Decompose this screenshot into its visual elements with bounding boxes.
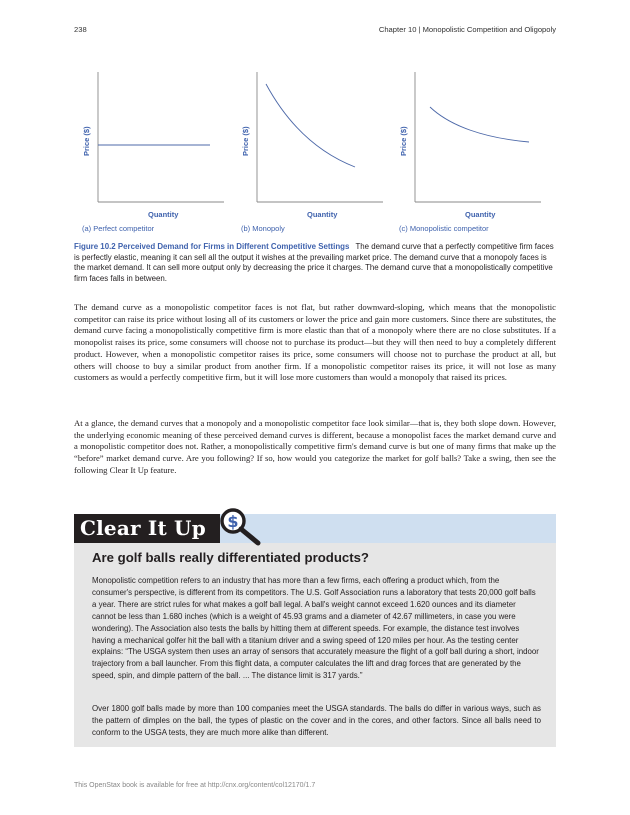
panel-monopolistic-competitor xyxy=(399,72,541,233)
panel-perfect-competitor xyxy=(82,72,224,233)
feature-paragraph: Monopolistic competition refers to an industry that has more than a few firms, each offering a product which, from the consumer's perspective, is different from its competitors. The U.S. Golf Association runs a laboratory that tests 20,000 golf balls a year. There are strict rules for what makes a golf ball legal. A ball's weight cannot exceed 1.620 ounces and its diameter cannot be less than 1.680 inches (which is a weight of 45.93 grams and a diameter of 42.67 millimeters, in case you were wondering). The Association also tests the balls by hitting them at different speeds. For example, the distance test involves having a mechanical golfer hit the ball with a titanium driver and a swing speed of 120 miles per hour. As the testing center explains: “The USGA system then uses an array of sensors that accurately measure the flight of a golf ball during a short, indoor trajectory from a ball launcher. From this flight data, a computer calculates the lift and drag forces that are generated by the speed, spin, and dimple pattern of the ball. ... The distance limit is 317 yards.” xyxy=(92,576,539,681)
panel-caption: (c) Monopolistic competitor xyxy=(399,224,489,233)
demand-curve-steep xyxy=(266,84,355,167)
svg-text:$: $ xyxy=(227,512,239,531)
panel-monopoly xyxy=(241,72,383,233)
feature-paragraph: Over 1800 golf balls made by more than 100 companies meet the USGA standards. The balls do differ in various ways, such as the pattern of dimples on the ball, the types of plastic on the cover and in the cores, and other factors. Since all balls need to conform to the USGA tests, they are much more alike than different. xyxy=(92,704,541,737)
chapter-title: Chapter 10 | Monopolistic Competition and Oligopoly xyxy=(378,25,556,34)
demand-curves-svg xyxy=(74,66,556,238)
x-axis-label: Quantity xyxy=(307,210,338,219)
figure-caption-text: The demand curve that a perfectly competitive firm faces is perfectly elastic, meaning it can sell all the output it wishes at the prevailing market price. The demand curve that a monopoly faces is the market demand. It can sell more output only by decreasing the price it charges. The demand curve that a monopolistically competitive firm faces falls in between. xyxy=(74,242,554,283)
y-axis-label: Price ($) xyxy=(399,126,408,156)
y-axis-label: Price ($) xyxy=(82,126,91,156)
demand-curve-flat xyxy=(430,107,529,142)
body-paragraph: At a glance, the demand curves that a monopoly and a monopolistic competitor face look similar—that is, they both slope down. However, the underlying economic meaning of these perceived demand curves is different, because a monopolist faces the market demand curve and a monopolistic competitor does not. Rather, a monopolistically competitive firm's demand curve is but one of many firms that make up the “before” market demand curve. Are you following? If so, how would you categorize the market for golf balls? Take a swing, then see the following Clear It Up feature. xyxy=(74,418,556,475)
figure-perceived-demand xyxy=(74,66,556,238)
panel-caption: (a) Perfect competitor xyxy=(82,224,155,233)
page-number: 238 xyxy=(74,25,87,34)
running-head xyxy=(74,25,556,37)
x-axis-label: Quantity xyxy=(148,210,179,219)
magnifier-dollar-icon xyxy=(218,506,262,546)
x-axis-label: Quantity xyxy=(465,210,496,219)
clear-it-up-feature xyxy=(74,514,556,747)
figure-caption-title: Figure 10.2 Perceived Demand for Firms in Different Competitive Settings xyxy=(74,242,350,251)
feature-label: Clear It Up xyxy=(74,514,220,543)
panel-caption: (b) Monopoly xyxy=(241,224,285,233)
body-paragraph: The demand curve as a monopolistic competitor faces is not flat, but rather downward-sloping, which means that the monopolistic competitor can raise its price without losing all of its customers or lower the price and gain more customers. Since there are substitutes, the demand curve facing a monopolistically competitive firm is more elastic than that of a monopoly where there are no close substitutes. If a monopolist raises its price, some consumers will choose not to purchase its product—but they will then need to buy a completely different product. However, when a monopolistic competitor raises its price, some consumers will choose not to purchase the product at all, but others will choose to buy a similar product from another firm. If a monopolistic competitor raises its price, it will not lose as many customers as would a perfectly competitive firm, but it will lose more customers than would a monopoly that raised its prices. xyxy=(74,302,556,383)
figure-caption xyxy=(74,242,556,284)
page-footer: This OpenStax book is available for free at http://cnx.org/content/col12170/1.7 xyxy=(74,782,316,789)
feature-heading: Are golf balls really differentiated products? xyxy=(92,550,369,565)
y-axis-label: Price ($) xyxy=(241,126,250,156)
